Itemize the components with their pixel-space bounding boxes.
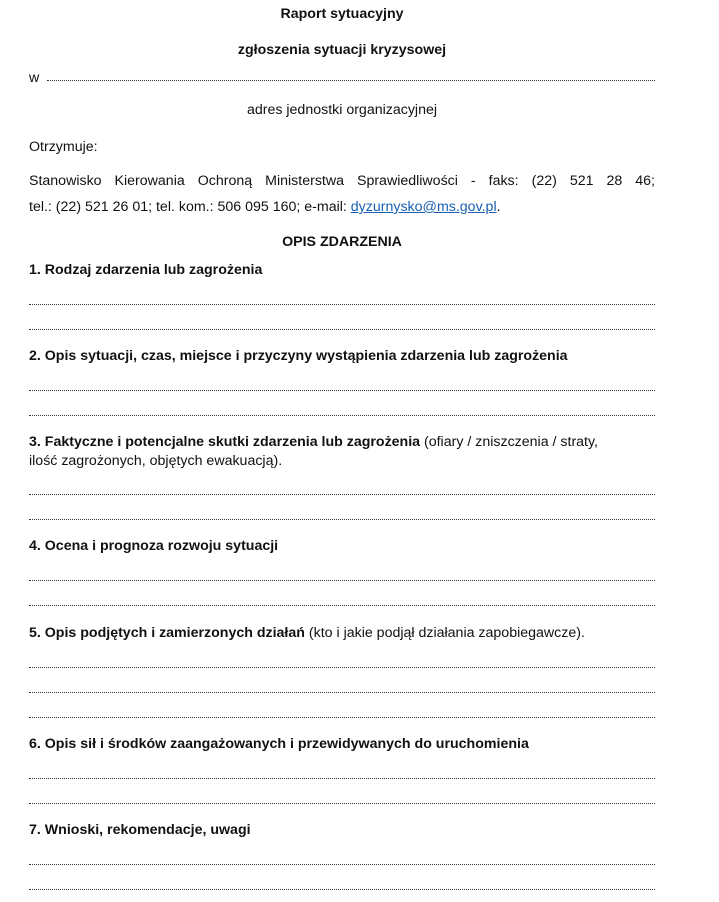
item-6-fill-line-2[interactable] bbox=[29, 803, 655, 804]
item-5-heading: 5. Opis podjętych i zamierzonych działań bbox=[29, 625, 305, 641]
report-subtitle: zgłoszenia sytuacji kryzysowej bbox=[237, 42, 447, 58]
recipient-line-end: . bbox=[496, 199, 501, 215]
item-2-heading: 2. Opis sytuacji, czas, miejsce i przyczyny wystąpienia zdarzenia lub zagrożenia bbox=[29, 348, 568, 364]
item-1-fill-line-2[interactable] bbox=[29, 329, 655, 330]
section-title: OPIS ZDARZENIA bbox=[282, 234, 402, 250]
item-7-fill-line-1[interactable] bbox=[29, 864, 655, 865]
item-5-heading-block bbox=[29, 625, 655, 641]
recipient-line-2 bbox=[29, 199, 655, 215]
recipient-line-1: Stanowisko Kierowania Ochroną Ministerstwa Sprawiedliwości - faks: (22) 521 28 46; bbox=[29, 173, 655, 189]
recipient-email-link[interactable]: dyzurnysko@ms.gov.pl bbox=[350, 199, 497, 215]
item-2-fill-line-1[interactable] bbox=[29, 390, 655, 391]
recipient-label: Otrzymuje: bbox=[29, 139, 98, 155]
item-4-fill-line-2[interactable] bbox=[29, 605, 655, 606]
item-4-heading: 4. Ocena i prognoza rozwoju sytuacji bbox=[29, 538, 279, 554]
item-3-fill-line-1[interactable] bbox=[29, 494, 655, 495]
item-5-note: (kto i jakie podjął działania zapobiegawcze). bbox=[304, 625, 585, 641]
item-1-heading: 1. Rodzaj zdarzenia lub zagrożenia bbox=[29, 262, 263, 278]
org-address-caption: adres jednostki organizacyjnej bbox=[246, 102, 438, 118]
org-address-fill-line[interactable] bbox=[47, 80, 655, 81]
item-4-fill-line-1[interactable] bbox=[29, 580, 655, 581]
item-1-fill-line-1[interactable] bbox=[29, 304, 655, 305]
item-6-fill-line-1[interactable] bbox=[29, 778, 655, 779]
item-3-fill-line-2[interactable] bbox=[29, 519, 655, 520]
item-5-fill-line-1[interactable] bbox=[29, 667, 655, 668]
item-3-heading-block bbox=[29, 434, 655, 450]
item-5-fill-line-2[interactable] bbox=[29, 692, 655, 693]
recipient-contact-text: tel.: (22) 521 26 01; tel. kom.: 506 095 160; e-mail: bbox=[29, 199, 351, 215]
item-6-heading: 6. Opis sił i środków zaangażowanych i przewidywanych do uruchomienia bbox=[29, 736, 529, 752]
item-3-note: (ofiary / zniszczenia / straty, bbox=[420, 434, 598, 450]
w-label: w bbox=[29, 70, 40, 86]
item-3-note-continued: ilość zagrożonych, objętych ewakuacją). bbox=[29, 453, 283, 469]
item-7-heading: 7. Wnioski, rekomendacje, uwagi bbox=[29, 822, 251, 838]
item-5-fill-line-3[interactable] bbox=[29, 717, 655, 718]
item-7-fill-line-2[interactable] bbox=[29, 889, 655, 890]
report-title: Raport sytuacyjny bbox=[280, 6, 404, 22]
item-3-heading: 3. Faktyczne i potencjalne skutki zdarzenia lub zagrożenia bbox=[29, 434, 421, 450]
item-2-fill-line-2[interactable] bbox=[29, 415, 655, 416]
